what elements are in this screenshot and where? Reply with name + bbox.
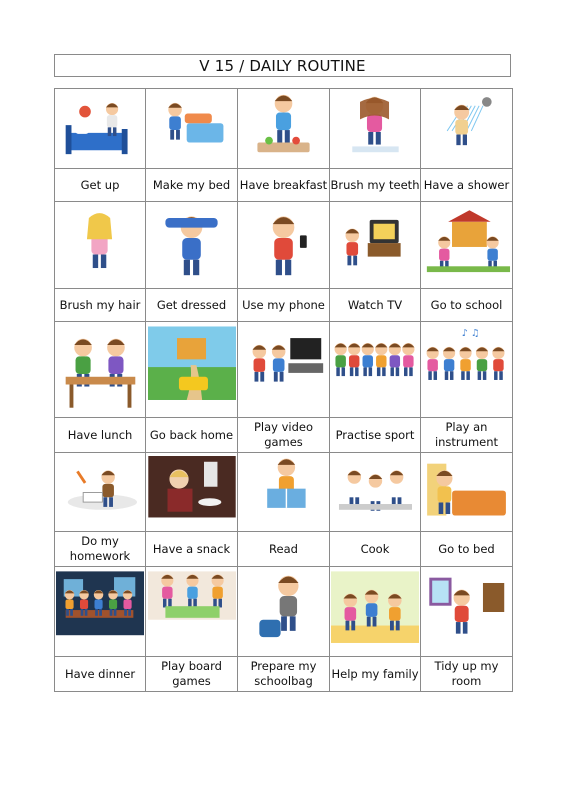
picture-cell xyxy=(330,567,421,657)
activity-label: Have breakfast xyxy=(238,169,330,202)
picture-cell xyxy=(146,453,238,532)
activity-label: Play an instrument xyxy=(421,418,513,453)
activity-label: Read xyxy=(238,532,330,567)
boy-putting-on-sweater-icon xyxy=(148,205,236,286)
boy-waking-up-in-bed-icon xyxy=(56,92,144,166)
svg-text:♪ ♫: ♪ ♫ xyxy=(461,327,480,339)
label-row xyxy=(55,169,513,202)
kids-playing-video-games-icon xyxy=(240,325,328,415)
picture-cell xyxy=(330,322,421,418)
boy-watching-tv-icon xyxy=(331,205,419,286)
picture-cell xyxy=(421,453,513,532)
boy-tidying-room-icon xyxy=(423,570,511,654)
kids-walking-to-school-icon xyxy=(423,205,511,286)
boy-packing-schoolbag-icon xyxy=(240,570,328,654)
activity-label: Make my bed xyxy=(146,169,238,202)
picture-cell xyxy=(146,567,238,657)
boy-getting-into-bed-icon xyxy=(423,456,511,529)
picture-cell xyxy=(146,89,238,169)
activity-label: Have lunch xyxy=(55,418,146,453)
worksheet-title: V 15 / DAILY ROUTINE xyxy=(54,54,511,77)
activity-label: Get up xyxy=(55,169,146,202)
kids-cooking-icon xyxy=(331,456,419,529)
activity-label: Have a shower xyxy=(421,169,513,202)
picture-cell xyxy=(330,453,421,532)
picture-cell xyxy=(55,89,146,169)
boy-reading-book-icon xyxy=(240,456,328,529)
picture-cell xyxy=(421,202,513,289)
label-row xyxy=(55,418,513,453)
picture-cell xyxy=(238,322,330,418)
girl-with-phone-icon xyxy=(240,205,328,286)
kids-sports-team-icon xyxy=(331,325,419,415)
activity-label: Go back home xyxy=(146,418,238,453)
man-in-shower-icon xyxy=(423,92,511,166)
kids-band-instruments-icon xyxy=(423,325,511,415)
boy-making-bed-icon xyxy=(148,92,236,166)
activity-label: Play video games xyxy=(238,418,330,453)
routine-grid xyxy=(54,88,513,692)
activity-label: Prepare my schoolbag xyxy=(238,657,330,692)
school-bus-returning-icon xyxy=(148,325,236,415)
family-cleaning-house-icon xyxy=(331,570,419,654)
picture-cell xyxy=(238,89,330,169)
girl-brushing-hair-icon xyxy=(56,205,144,286)
activity-label: Use my phone xyxy=(238,289,330,322)
picture-cell xyxy=(330,202,421,289)
picture-cell xyxy=(421,89,513,169)
activity-label: Get dressed xyxy=(146,289,238,322)
kids-eating-lunch-icon xyxy=(56,325,144,415)
activity-label: Practise sport xyxy=(330,418,421,453)
label-row xyxy=(55,532,513,567)
picture-row xyxy=(55,453,513,532)
activity-label: Brush my teeth xyxy=(330,169,421,202)
activity-label: Have dinner xyxy=(55,657,146,692)
picture-cell xyxy=(146,202,238,289)
picture-cell xyxy=(238,453,330,532)
activity-label: Go to school xyxy=(421,289,513,322)
activity-label: Have a snack xyxy=(146,532,238,567)
picture-cell xyxy=(55,202,146,289)
activity-label: Go to bed xyxy=(421,532,513,567)
girl-having-snack-icon xyxy=(148,456,236,529)
activity-label: Do my homework xyxy=(55,532,146,567)
picture-cell xyxy=(238,567,330,657)
boy-eating-breakfast-icon xyxy=(240,92,328,166)
activity-label: Tidy up my room xyxy=(421,657,513,692)
boy-doing-homework-icon xyxy=(56,456,144,529)
picture-row xyxy=(55,89,513,169)
picture-row xyxy=(55,202,513,289)
activity-label: Watch TV xyxy=(330,289,421,322)
label-row xyxy=(55,657,513,692)
girls-board-game-icon xyxy=(148,570,236,654)
activity-label: Play board games xyxy=(146,657,238,692)
picture-cell xyxy=(55,322,146,418)
picture-cell xyxy=(55,567,146,657)
girl-brushing-teeth-icon xyxy=(331,92,419,166)
family-having-dinner-icon xyxy=(56,570,144,654)
label-row xyxy=(55,289,513,322)
picture-row xyxy=(55,322,513,418)
picture-cell xyxy=(421,567,513,657)
picture-cell xyxy=(55,453,146,532)
picture-cell xyxy=(421,322,513,418)
activity-label: Cook xyxy=(330,532,421,567)
activity-label: Brush my hair xyxy=(55,289,146,322)
picture-cell xyxy=(238,202,330,289)
picture-cell xyxy=(330,89,421,169)
picture-cell xyxy=(146,322,238,418)
activity-label: Help my family xyxy=(330,657,421,692)
picture-row xyxy=(55,567,513,657)
